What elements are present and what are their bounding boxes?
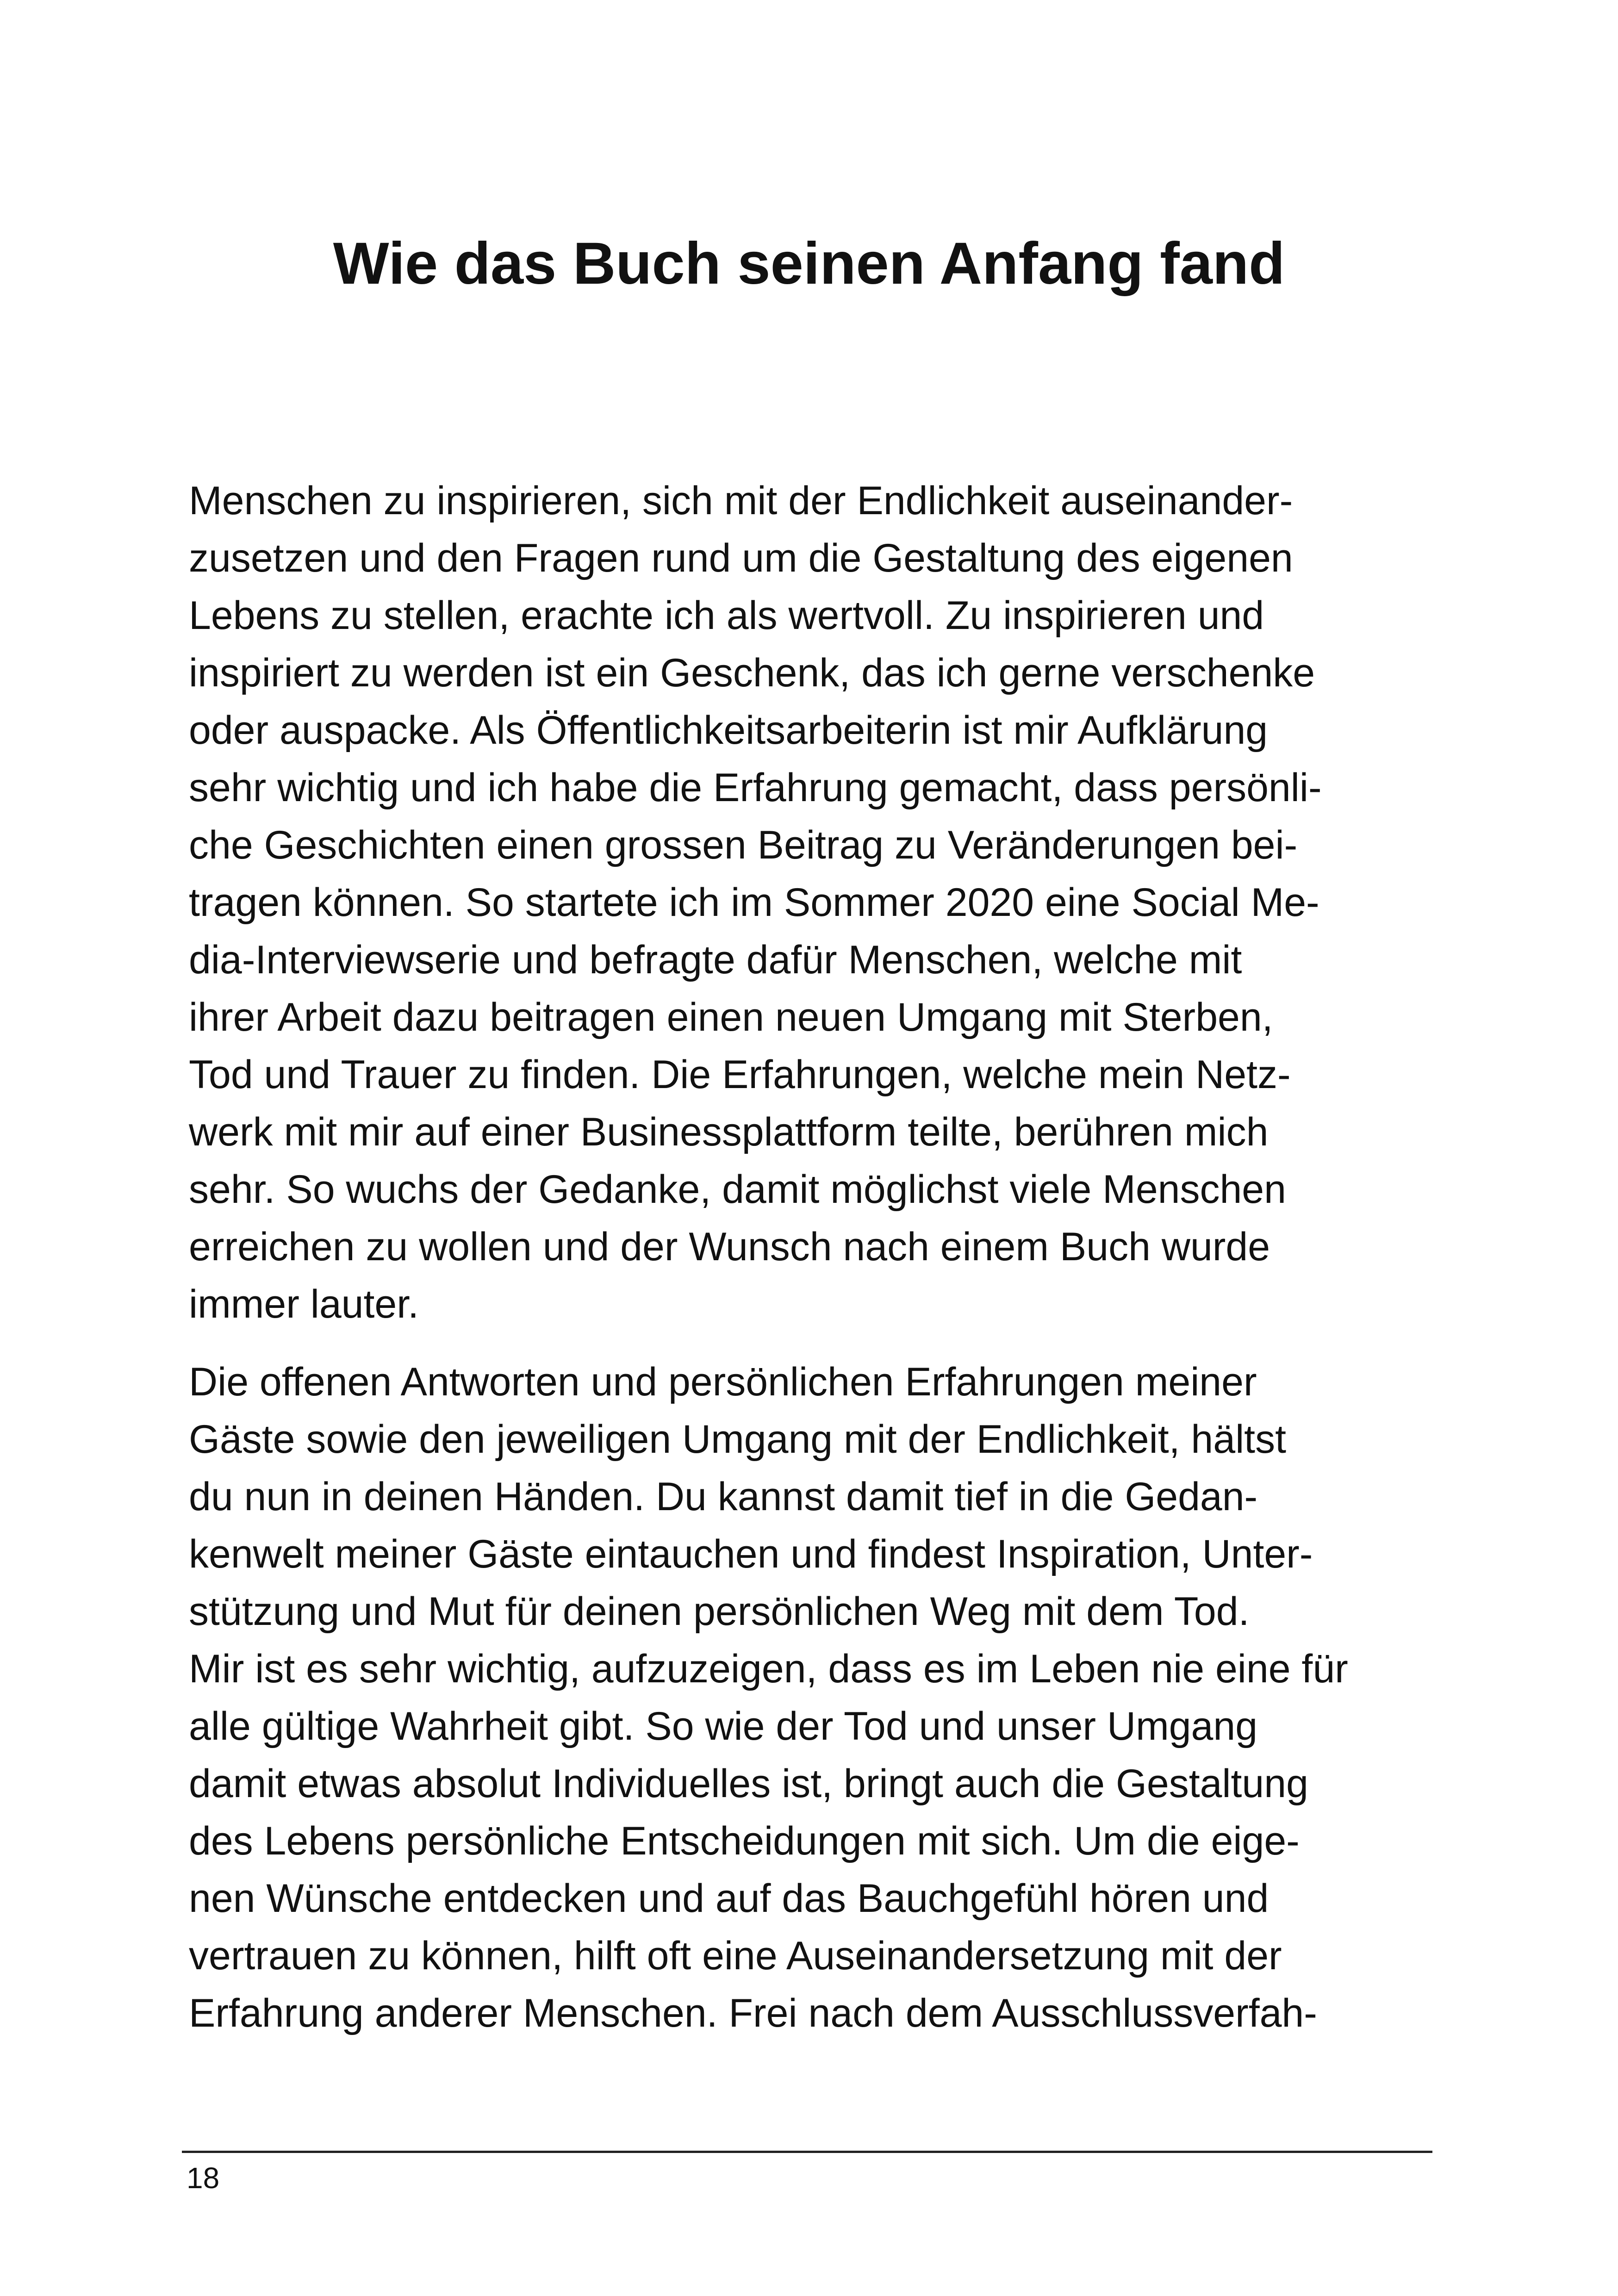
page-number: 18 <box>187 2161 220 2195</box>
page-title: Wie das Buch seinen Anfang fand <box>333 230 1285 297</box>
text-line: des Lebens persönliche Entscheidungen mit sich. Um die eige- <box>189 1819 1300 1863</box>
text-line: Lebens zu stellen, erachte ich als wertvoll. Zu inspirieren und <box>189 593 1264 638</box>
body-text <box>189 472 1429 2042</box>
text-line: inspiriert zu werden ist ein Geschenk, das ich gerne verschenke <box>189 651 1315 695</box>
text-line: sehr. So wuchs der Gedanke, damit möglichst viele Menschen <box>189 1167 1286 1212</box>
text-line: che Geschichten einen grossen Beitrag zu Veränderungen bei- <box>189 823 1298 867</box>
footer-divider <box>182 2151 1432 2153</box>
text-line: Die offenen Antworten und persönlichen Erfahrungen meiner <box>189 1360 1257 1404</box>
text-line: Menschen zu inspirieren, sich mit der Endlichkeit auseinander- <box>189 479 1293 523</box>
text-line: Tod und Trauer zu finden. Die Erfahrungen, welche mein Netz- <box>189 1052 1291 1097</box>
text-line: tragen können. So startete ich im Sommer 2020 eine Social Me- <box>189 880 1319 925</box>
text-line: dia-Interviewserie und befragte dafür Menschen, welche mit <box>189 938 1242 982</box>
text-line: stützung und Mut für deinen persönlichen Weg mit dem Tod. <box>189 1589 1250 1634</box>
paragraph <box>189 1353 1429 2042</box>
text-line: sehr wichtig und ich habe die Erfahrung gemacht, dass persönli- <box>189 765 1322 810</box>
text-line: nen Wünsche entdecken und auf das Bauchgefühl hören und <box>189 1876 1269 1921</box>
text-line: du nun in deinen Händen. Du kannst damit tief in die Gedan- <box>189 1475 1258 1519</box>
text-line: alle gültige Wahrheit gibt. So wie der Tod und unser Umgang <box>189 1704 1258 1748</box>
text-line: Mir ist es sehr wichtig, aufzuzeigen, dass es im Leben nie eine für <box>189 1647 1348 1691</box>
text-line: zusetzen und den Fragen rund um die Gestaltung des eigenen <box>189 536 1293 580</box>
text-line: Erfahrung anderer Menschen. Frei nach dem Ausschlussverfah- <box>189 1991 1317 2035</box>
text-line: damit etwas absolut Individuelles ist, bringt auch die Gestaltung <box>189 1761 1308 1806</box>
text-line: Gäste sowie den jeweiligen Umgang mit der Endlichkeit, hältst <box>189 1417 1286 1462</box>
text-line: immer lauter. <box>189 1282 419 1326</box>
text-line: werk mit mir auf einer Businessplattform teilte, berühren mich <box>189 1110 1269 1154</box>
text-line: kenwelt meiner Gäste eintauchen und findest Inspiration, Unter- <box>189 1532 1313 1576</box>
text-line: erreichen zu wollen und der Wunsch nach einem Buch wurde <box>189 1225 1270 1269</box>
text-line: ihrer Arbeit dazu beitragen einen neuen Umgang mit Sterben, <box>189 995 1273 1039</box>
text-line: oder auspacke. Als Öffentlichkeitsarbeiterin ist mir Aufklärung <box>189 708 1268 753</box>
text-line: vertrauen zu können, hilft oft eine Auseinandersetzung mit der <box>189 1934 1282 1978</box>
paragraph-spacer <box>189 1333 1429 1353</box>
paragraph <box>189 472 1429 1333</box>
